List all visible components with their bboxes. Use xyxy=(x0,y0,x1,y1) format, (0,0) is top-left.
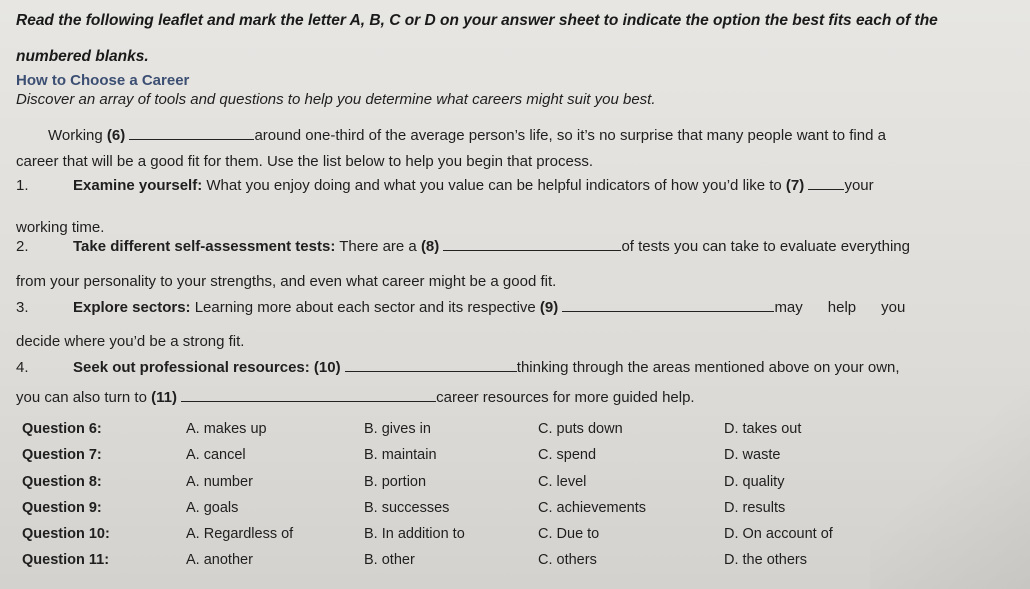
q11-option-a[interactable]: A. another xyxy=(186,552,253,568)
intro-line-2: career that will be a good fit for them. Use the list below to help you begin that process. xyxy=(16,153,593,170)
q11-option-d[interactable]: D. the others xyxy=(724,552,808,568)
q10-option-c[interactable]: C. Due to xyxy=(538,526,600,542)
q8-option-a[interactable]: A. number xyxy=(186,474,253,490)
q11-option-c[interactable]: C. others xyxy=(538,552,597,568)
q6-option-c[interactable]: C. puts down xyxy=(538,421,623,437)
q7-option-d[interactable]: D. waste xyxy=(724,447,781,463)
item-2: 2. Take different self-assessment tests: There are a (8) of tests you can take to evaluate everything xyxy=(16,238,910,255)
q6-option-d[interactable]: D. takes out xyxy=(724,421,802,437)
q8-option-d[interactable]: D. quality xyxy=(724,474,785,490)
item-4: 4. Seek out professional resources: (10) thinking through the areas mentioned above on your own, xyxy=(16,359,900,376)
item-4-cont: you can also turn to (11) career resources for more guided help. xyxy=(16,389,695,406)
item-1: 1. Examine yourself: What you enjoy doing and what you value can be helpful indicators of how you’d like to (7) your xyxy=(16,177,874,194)
leaflet-subtitle: Discover an array of tools and questions to help you determine what careers might suit you best. xyxy=(16,91,656,108)
item-1-cont: working time. xyxy=(16,219,105,236)
q6-option-a[interactable]: A. makes up xyxy=(186,421,267,437)
item-3-cont: decide where you’d be a strong fit. xyxy=(16,333,245,350)
blank-8[interactable] xyxy=(443,238,621,251)
q8-option-b[interactable]: B. portion xyxy=(364,474,427,490)
instructions-line-2: numbered blanks. xyxy=(16,48,149,65)
q7-option-a[interactable]: A. cancel xyxy=(186,447,246,463)
page-shadow xyxy=(870,389,1030,589)
q9-option-b[interactable]: B. successes xyxy=(364,500,450,516)
blank-9[interactable] xyxy=(562,299,774,312)
blank-6[interactable] xyxy=(129,127,254,140)
q10-option-d[interactable]: D. On account of xyxy=(724,526,833,542)
q7-option-c[interactable]: C. spend xyxy=(538,447,597,463)
q9-option-a[interactable]: A. goals xyxy=(186,500,239,516)
q11-option-b[interactable]: B. other xyxy=(364,552,415,568)
item-3: 3. Explore sectors: Learning more about each sector and its respective (9) may help you xyxy=(16,299,906,316)
blank-11[interactable] xyxy=(181,389,436,402)
blank-10[interactable] xyxy=(345,359,517,372)
q9-option-c[interactable]: C. achievements xyxy=(538,500,646,516)
leaflet-title: How to Choose a Career xyxy=(16,72,190,89)
intro-line-1: Working (6) around one-third of the average person’s life, so it’s no surprise that many people want to find a xyxy=(48,127,886,144)
q10-option-b[interactable]: B. In addition to xyxy=(364,526,465,542)
q8-option-c[interactable]: C. level xyxy=(538,474,587,490)
q7-option-b[interactable]: B. maintain xyxy=(364,447,437,463)
worksheet-page: Read the following leaflet and mark the letter A, B, C or D on your answer sheet to indicate the option the best fits each of the numbered blanks. How to Choose a Career Discover an array of tools and questions to help you determine what careers might suit you best. Working (6) around one-third of the average person’s life, so it’s no surprise that many people want to find a career that will be a good fit for them. Use the list below to help you begin that process. 1. Examine yourself: What you enjoy doing and what you value can be helpful indicators of how you’d like to (7) your working time. 2. Take different self-assessment tests: There are a (8) of tests you can take to evaluate everything from your personality to your strengths, and even what career might be a good fit. 3. Explore sectors: Learning more about each sector and its respective (9) may help you decide where you’d be a strong fit. 4. Seek out professional resources: (10) thinking through the areas mentioned above on your own, you can also turn to (11) career resources for more guided help. Question 6: A. makes up B. gives in C. puts down D. takes out Question 7: A. cancel B. maintain C. spend D. waste Question 8: A. number B. portion C. level D. quality Question 9: A. goals B. successes C. achievements D. results Question 10: A. Regardless of B. In addition to C. Due to D. On account of Question 11: A. another B. other C. others D. the others xyxy=(0,0,1030,589)
q9-option-d[interactable]: D. results xyxy=(724,500,786,516)
q6-option-b[interactable]: B. gives in xyxy=(364,421,431,437)
q10-option-a[interactable]: A. Regardless of xyxy=(186,526,294,542)
blank-7[interactable] xyxy=(808,177,844,190)
instructions-line-1: Read the following leaflet and mark the letter A, B, C or D on your answer sheet to indicate the option the best fits each of the xyxy=(16,12,938,29)
item-2-cont: from your personality to your strengths, and even what career might be a good fit. xyxy=(16,273,557,290)
